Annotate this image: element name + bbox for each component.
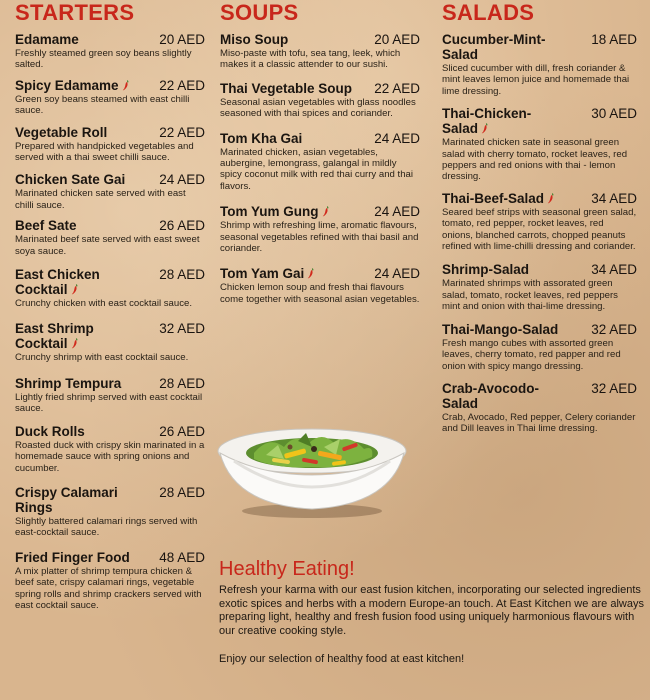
menu-item-header [15, 32, 205, 47]
menu-item-name [220, 131, 302, 146]
menu-item-header [15, 267, 205, 297]
menu-item [442, 32, 637, 97]
menu-item-name [442, 191, 554, 206]
menu-item-description: Seasonal asian vegetables with glass noodles seasoned with thai spices and coriander. [220, 96, 416, 120]
menu-item [15, 376, 205, 415]
menu-item [15, 321, 205, 363]
menu-item-price: 24 AED [374, 266, 420, 282]
menu-item-name [15, 218, 77, 233]
menu-item-price: 22 AED [159, 77, 205, 93]
menu-item-name-text: Tom Kha Gai [220, 130, 303, 146]
menu-item-header [15, 424, 205, 439]
menu-item-name-text: Crab-Avocodo-Salad [442, 380, 539, 411]
chili-icon [307, 268, 314, 279]
menu-item-name-text: East Shrimp Cocktail [15, 321, 94, 352]
menu-item-header [15, 172, 205, 187]
chili-icon [122, 80, 129, 91]
menu-item [442, 381, 637, 435]
menu-item-name-text: Thai-Chicken-Salad [442, 106, 532, 137]
menu-item [15, 218, 205, 257]
menu-item-price: 34 AED [591, 262, 637, 278]
salads-title: SALADS [442, 0, 535, 25]
menu-item-name-text: Thai-Beef-Salad [442, 190, 545, 206]
menu-item [442, 106, 637, 183]
chili-icon [481, 123, 488, 134]
menu-item [15, 267, 205, 309]
menu-item-description: Sliced cucumber with dill, fresh coriander & mint leaves lemon juice and homemade thai lime dressing. [442, 63, 630, 97]
menu-item-description: Marinated chicken, asian vegetables, aubergine, lemongrass, galangal in mildly spicy coconut milk with red thai curry and thai flavors. [220, 146, 414, 192]
menu-item [220, 131, 420, 193]
menu-item-description: Marinated chicken sate served with east chilli sauce. [15, 188, 186, 211]
menu-item-name [220, 32, 288, 47]
menu-item-name-text: East Chicken Cocktail [15, 267, 100, 298]
menu-item-description: Seared beef strips with seasonal green salad, tomato, red pepper, rocket leaves, red onions, blanched carrots, chopped peanuts refined with lime-chilli dressing and coriander. [442, 206, 637, 253]
starters-list [15, 32, 205, 611]
menu-item-name-text: Shrimp Tempura [15, 375, 122, 391]
menu-item-price: 28 AED [159, 375, 205, 391]
menu-item-header [220, 32, 420, 47]
menu-item [220, 266, 420, 305]
menu-item-price: 28 AED [159, 267, 205, 283]
menu-item-description: Marinated chicken sate in seasonal green salad with cherry tomato, rocket leaves, red peppers and red onions with thai - lemon dressing. [442, 137, 628, 183]
menu-item-name-text: Edamame [15, 32, 79, 47]
menu-item-name [15, 376, 121, 391]
menu-item [220, 81, 420, 120]
menu-item-description: Marinated beef sate served with east sweet soya sauce. [15, 234, 200, 257]
menu-item-description: Lightly fried shrimp served with east cocktail sauce. [15, 391, 203, 415]
soups-column [220, 0, 420, 305]
menu-item-description: Prepared with handpicked vegetables and served with a thai sweet chilli sauce. [15, 140, 194, 164]
menu-item-name [442, 381, 562, 411]
menu-item-name [442, 322, 558, 337]
menu-item-name [15, 32, 79, 47]
menu-item-description: Miso-paste with tofu, sea tang, leek, which makes it a classic attender to our sushi. [220, 48, 401, 71]
menu-item-header [442, 106, 637, 136]
menu-item-price: 30 AED [591, 106, 637, 122]
menu-item-name-text: Spicy Edamame [15, 77, 119, 93]
menu-item-name [15, 321, 147, 351]
menu-item-description: Marinated shrimps with assorated green salad, tomato, rocket leaves, red peppers mint and onion with thai-lime dressing. [442, 278, 618, 313]
menu-item-name-text: Tom Yum Gung [220, 204, 319, 220]
menu-item-name [220, 204, 329, 219]
salads-list [442, 32, 637, 435]
menu-item-description: Freshly steamed green soy beans slightly salted. [15, 48, 192, 71]
menu-item [15, 550, 205, 612]
menu-item-name [220, 81, 352, 96]
menu-item-header [15, 485, 205, 515]
menu-item-description: Fresh mango cubes with assorted green leaves, cherry tomato, red papper and red onion with spicy mango dressing. [442, 337, 621, 372]
menu-item-name [15, 78, 129, 93]
healthy-eating-body: Refresh your karma with our east fusion kitchen, incorporating our selected ingredients exotic spices and herbs with a modern Europe-an touch. At East Kitchen we are always preparing light, healthy and fresh fusion food using uniquely harmonious flavours with our creative cooking style. [219, 584, 644, 638]
menu-item-name [442, 262, 529, 277]
menu-item [220, 204, 420, 254]
menu-item-name-text: Thai Vegetable Soup [220, 80, 353, 96]
menu-item-price: 48 AED [159, 549, 205, 565]
menu-item-description: Shrimp with refreshing lime, aromatic flavours, seasonal vegetables refined with thai basil and coriander. [220, 220, 419, 255]
menu-item-description: Green soy beans steamed with east chilli sauce. [15, 93, 190, 117]
menu-item [15, 172, 205, 211]
menu-item-price: 24 AED [374, 204, 420, 220]
menu-item-name-text: Beef Sate [15, 218, 77, 234]
menu-item-header [15, 125, 205, 140]
menu-item-name-text: Crispy Calamari Rings [15, 484, 118, 515]
chili-icon [547, 193, 554, 204]
menu-item-name [15, 172, 125, 187]
menu-item [15, 125, 205, 164]
menu-item-description: Crunchy shrimp with east cocktail sauce. [15, 352, 189, 364]
menu-item-description: Slightly battered calamari rings served with east-cocktail sauce. [15, 515, 198, 539]
chili-icon [322, 206, 329, 217]
menu-item-header [220, 81, 420, 96]
menu-item-name [15, 267, 147, 297]
menu-item [15, 32, 205, 71]
menu-item-header [15, 321, 205, 351]
menu-item-header [442, 322, 637, 337]
menu-item-description: A mix platter of shrimp tempura chicken & beef sate, crispy calamari rings, vegetable spring rolls and shrimp crackers served with east cocktail sauce. [15, 565, 202, 611]
menu-item-name-text: Duck Rolls [15, 423, 85, 439]
menu-item-header [442, 262, 637, 277]
menu-item-name [15, 550, 130, 565]
menu-item [220, 32, 420, 71]
menu-item-price: 18 AED [591, 32, 637, 47]
menu-item-header [220, 266, 420, 281]
menu-item-header [442, 381, 637, 411]
menu-item-name-text: Chicken Sate Gai [15, 172, 126, 188]
menu-item-price: 26 AED [159, 218, 205, 234]
menu-item-name [442, 106, 562, 136]
healthy-eating-title: Healthy Eating! [219, 558, 355, 580]
menu-item-price: 34 AED [591, 190, 637, 206]
menu-item [15, 424, 205, 474]
menu-item-header [442, 32, 637, 62]
menu-item-header [442, 191, 637, 206]
menu-item-name [442, 32, 562, 62]
soups-list [220, 32, 420, 305]
salads-column [442, 0, 637, 435]
menu-item-description: Crunchy chicken with east cocktail sauce. [15, 298, 193, 310]
menu-item [15, 78, 205, 117]
healthy-eating-section [219, 558, 644, 667]
menu-item-price: 26 AED [159, 423, 205, 439]
menu-item-price: 22 AED [159, 124, 205, 140]
menu-item-description: Chicken lemon soup and fresh thai flavours come together with seasonal asian vegetables. [220, 282, 420, 305]
menu-item [442, 322, 637, 372]
menu-item-name-text: Tom Yam Gai [220, 266, 305, 282]
menu-item-header [15, 218, 205, 233]
menu-item-name-text: Fried Finger Food [15, 549, 130, 565]
menu-item-name-text: Thai-Mango-Salad [442, 321, 559, 337]
menu-item-description: Crab, Avocado, Red pepper, Celery coriander and Dill leaves in Thai lime dressing. [442, 411, 636, 435]
menu-item-name [220, 266, 314, 281]
menu-item [442, 191, 637, 253]
menu-item [442, 262, 637, 312]
menu-item-price: 32 AED [159, 321, 205, 337]
menu-item-header [220, 204, 420, 219]
soups-title: SOUPS [220, 0, 299, 25]
menu-item-price: 24 AED [374, 130, 420, 146]
menu-item-price: 24 AED [159, 172, 205, 188]
menu-item-name [15, 424, 85, 439]
menu-item-price: 28 AED [159, 484, 205, 500]
salad-bowl-image [214, 425, 410, 521]
menu-item-price: 20 AED [159, 32, 205, 47]
menu-item-header [15, 550, 205, 565]
chili-icon [71, 284, 78, 295]
menu-item-name-text: Cucumber-Mint-Salad [442, 32, 546, 62]
menu-item-name-text: Vegetable Roll [15, 124, 108, 140]
menu-item [15, 485, 205, 539]
menu-item-price: 32 AED [591, 321, 637, 337]
menu-item-price: 20 AED [374, 32, 420, 47]
menu-item-name [15, 125, 107, 140]
menu-item-description: Roasted duck with crispy skin marinated in a homemade sauce with spring onions and cucumber. [15, 439, 205, 474]
menu-item-price: 22 AED [374, 80, 420, 96]
menu-item-header [220, 131, 420, 146]
starters-title: STARTERS [15, 0, 135, 25]
starters-column [15, 0, 205, 611]
menu-item-header [15, 376, 205, 391]
menu-item-header [15, 78, 205, 93]
menu-item-name-text: Miso Soup [220, 32, 289, 47]
chili-icon [71, 338, 78, 349]
menu-item-price: 32 AED [591, 380, 637, 396]
healthy-eating-closing: Enjoy our selection of healthy food at east kitchen! [219, 652, 465, 665]
menu-item-name-text: Shrimp-Salad [442, 262, 530, 278]
menu-item-name [15, 485, 147, 515]
